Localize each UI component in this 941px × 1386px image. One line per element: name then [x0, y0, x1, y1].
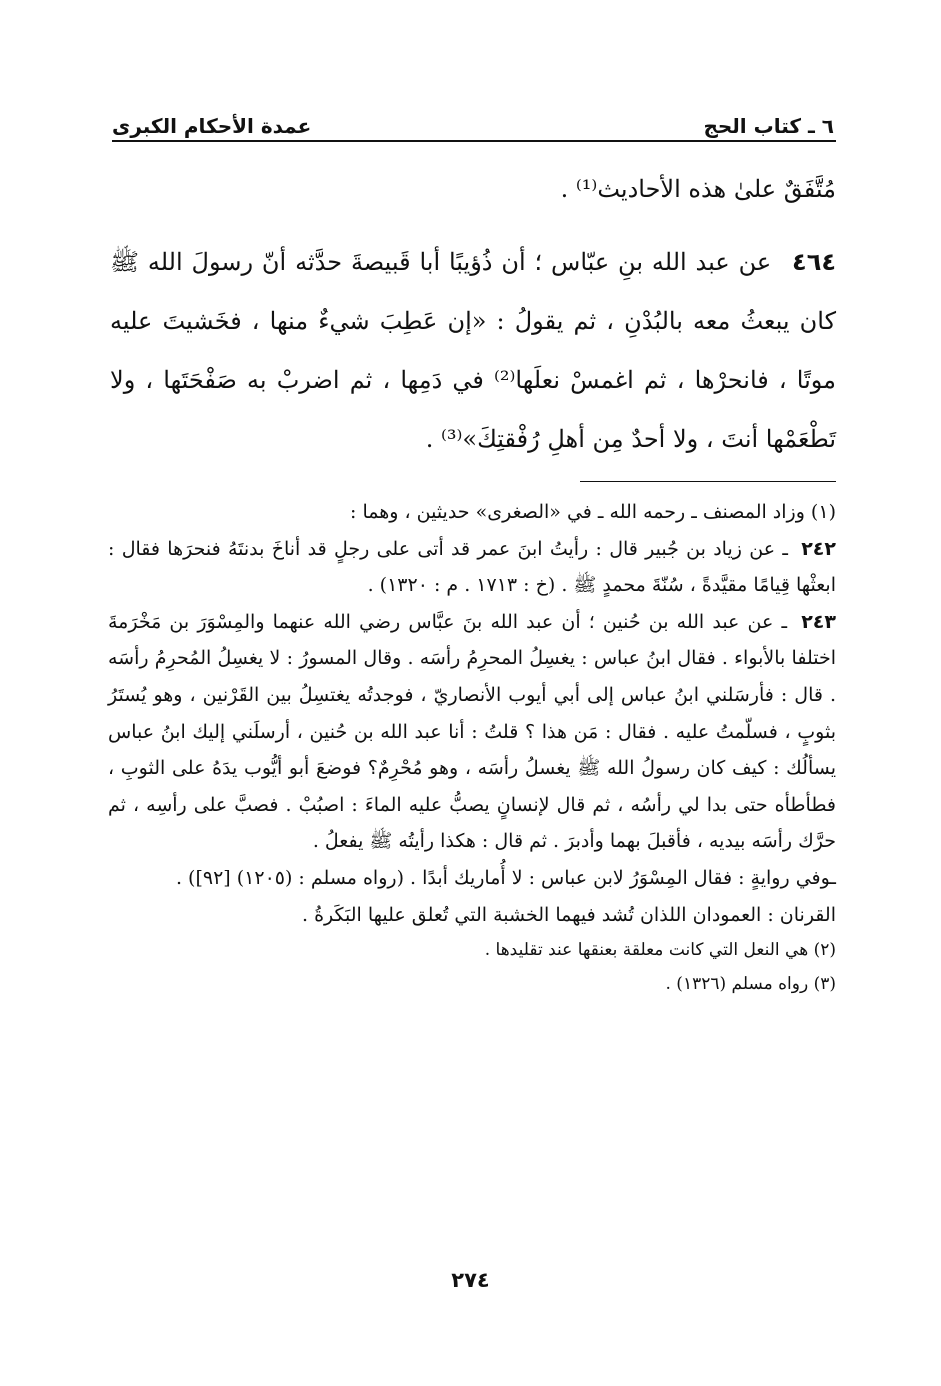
paragraph-gap	[110, 219, 836, 233]
running-header	[112, 100, 834, 138]
hadith-242-number: ٢٤٢	[801, 537, 836, 560]
hadith-paragraph	[110, 233, 836, 469]
footnote-hadith-242	[108, 531, 836, 604]
footnote-qarnan: القرنان : العمودان اللذان تُشد فيهما الخشبة التي تُعلق عليها البَكَرةُ .	[302, 903, 836, 926]
footnote-hadith-243	[108, 604, 836, 860]
hadith-243-text: ـ عن عبد الله بن حُنين ؛ أن عبد الله بنَ عبَّاس رضي الله عنهما والمِسْوَرَ بن مَخْرَمةَ اختلفا بالأبواء . فقال ابنُ عباس : يغسِلُ المحرِمُ رأسَه . وقال المسورُ : لا يغسِلُ المُحرِمُ رأسَه . قال : فأرسَلني ابنُ عباس إلى أبي أيوب الأنصاريّ ، فوجدتُه يغتسِلُ بين القَرْنين ، وهو يُستَرُ بثوبٍ ، فسلّمتُ عليه . فقال : مَن هذا ؟ قلتُ : أنا عبد الله بن حُنين ، أرسلَني إليك ابنُ عباس يسألُك : كيف كان رسولُ الله ﷺ يغسلُ رأسَه ، وهو مُحْرِمٌ؟ فوضعَ أبو أيُّوب يدَهُ على الثوبِ ، فطأطأه حتى بدا لي رأسُه ، ثم قال لإنسانٍ يصبُّ عليه الماءَ : اصبُبْ . فصبَّ على رأسِه ، ثم حرَّك رأسَه بيديه ، فأقبلَ بهما وأدبرَ . ثم قال : هكذا رأيتُه ﷺ يفعلُ .	[108, 610, 836, 853]
footnote-separator	[580, 481, 836, 482]
main-text	[110, 160, 836, 469]
hadith-242-text: ـ عن زياد بن جُبير قال : رأيتُ ابنَ عمر قد أتى على رجلٍ قد أناخَ بدنتَهُ فنحرَها فقال : ابعثْها قِيامًا مقيَّدةً ، سُنّةَ محمدٍ ﷺ . (خ : ١٧١٣ . م : ١٣٢٠) .	[108, 537, 836, 597]
hadith-243-number: ٢٤٣	[801, 610, 836, 633]
hadith-number: ٤٦٤	[792, 248, 836, 276]
footnotes	[108, 494, 836, 1001]
page-number: ٢٧٤	[451, 1268, 490, 1292]
footnote-riwaya: ـوفي روايةٍ : فقال المِسْوَرُ لابن عباس : لا أُماريك أبدًا . (رواه مسلم : (١٢٠٥) [٩٢]) .	[175, 866, 836, 889]
book-title: عمدة الأحكام الكبرى	[112, 114, 312, 138]
footnote-1-intro: (١) وزاد المصنف ـ رحمه الله ـ في «الصغرى» حديثين ، وهما :	[350, 501, 836, 523]
footnote-3: (٣) رواه مسلم (١٣٢٦) .	[665, 974, 836, 995]
intro-line: مُتَّفَقٌ علىٰ هذه الأحاديث⁽¹⁾ .	[560, 175, 836, 203]
chapter-title: ٦ ـ كتاب الحج	[703, 114, 834, 138]
header-divider	[112, 140, 836, 142]
hadith-text: عن عبد الله بنِ عبّاس ؛ أن ذُؤيبًا أبا قَبيصةَ حدَّثه أنّ رسولَ الله ﷺ كان يبعثُ معه بالبُدْنِ ، ثم يقولُ : «إن عَطِبَ شيءٌ منها ، فخَشيتَ عليه موتًا ، فانحرْها ، ثم اغمسْ نعلَها⁽²⁾ في دَمِها ، ثم اضربْ به صَفْحَتَها ، ولا تَطْعَمْها أنتَ ، ولا أحدٌ مِن أهلِ رُفْقتِكَ»⁽³⁾ .	[110, 248, 837, 453]
footnote-2: (٢) هي النعل التي كانت معلقة بعنقها عند تقليدها .	[484, 940, 836, 961]
